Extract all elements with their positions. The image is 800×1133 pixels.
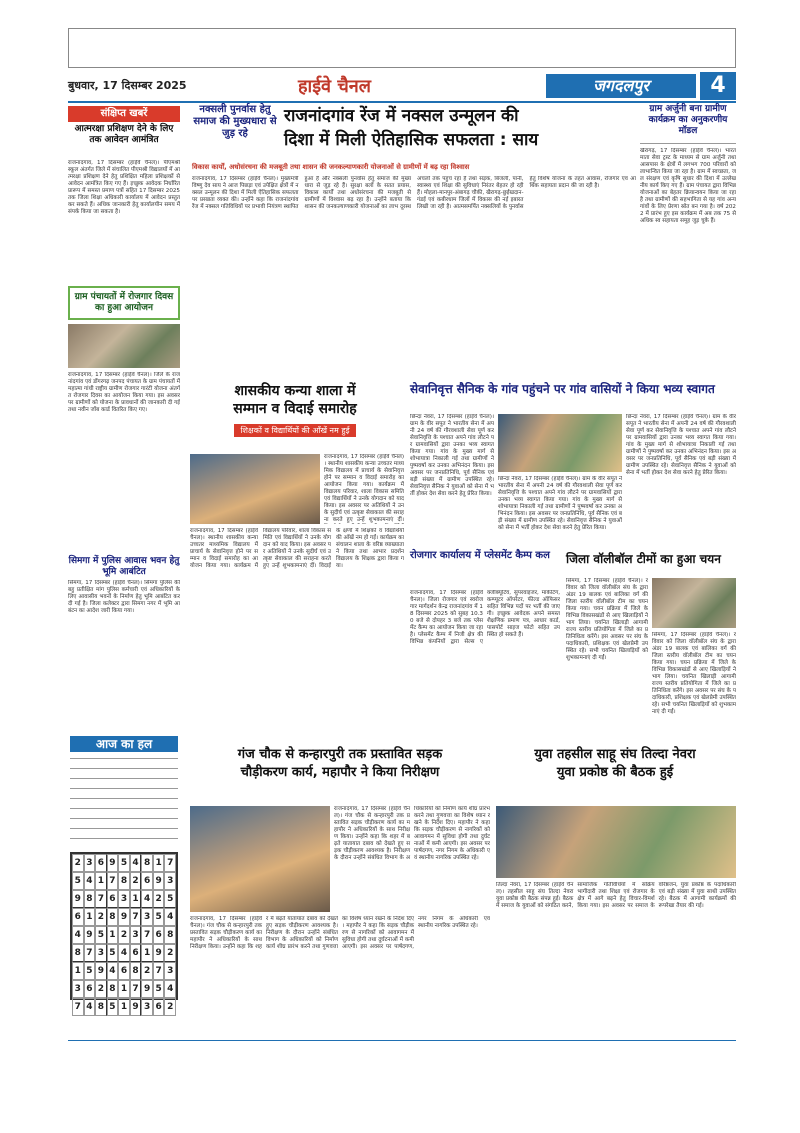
footer-rule [68, 1040, 736, 1041]
sudoku-cell: 1 [118, 998, 130, 1016]
sudoku-cell: 3 [72, 980, 84, 998]
sudoku-cell: 1 [118, 980, 130, 998]
crossword-grid [70, 756, 178, 848]
sudoku-cell: 7 [153, 962, 165, 980]
sudoku-cell: 6 [107, 890, 119, 908]
story1-body: राजनांदगांव, 17 दिसम्बर (हाईवे चैनल)। पीएमश्री स्कूल अंतर्गत जिले में संचालित पीएमश्री विद्यालयों में आत्मरक्षा प्रशिक्षण देने हेतु प्रशिक्षित महिला प्रशिक्षकों से आवेदन आमंत्रित किए गए हैं। इच्छुक आवेदक निर्धारित प्रारूप में समस्त प्रमाण पत्रों सहित 17 दिसम्बर 2025 तक जिला शिक्षा अधिकारी कार्यालय में आवेदन प्रस्तुत कर सकते हैं। अधिक जानकारी हेतु कार्यालयीन समय में संपर्क किया जा सकता है। [68, 160, 180, 215]
sudoku-cell: 4 [164, 908, 176, 926]
sudoku-cell: 8 [84, 890, 96, 908]
sudoku-cell: 2 [141, 962, 153, 980]
story2-title-box [68, 286, 180, 320]
sudoku-cell: 7 [141, 926, 153, 944]
road-body: राजनांदगांव, 17 दिसम्बर (हाईवे चैनल)। गंज चौक से कन्हारपुरी तक प्रस्तावित सड़क चौड़ीकरण कार्य का महापौर ने अधिकारियों के साथ निरीक्षण किया। उन्होंने कहा कि शहर में बढ़ते यातायात दबाव को देखते हुए सड़क चौड़ीकरण आवश्यक है। निरीक्षण के दौरान उन्होंने संबंधित विभाग के अधिकारियों को निर्माण कार्य शीघ्र प्रारंभ करने तथा गुणवत्ता का विशेष ध्यान रखने के निर्देश दिए। महापौर ने कहा कि सड़क चौड़ीकरण से नागरिकों को आवागमन में सुविधा होगी तथा दुर्घटनाओं में कमी आएगी। इस अवसर पर पार्षदगण, नगर निगम के अधिकारी एवं स्थानीय नागरिक उपस्थित रहे। [190, 916, 490, 950]
sudoku-cell: 7 [130, 908, 142, 926]
sudoku-cell: 8 [107, 980, 119, 998]
sudoku-cell: 3 [141, 998, 153, 1016]
sudoku-cell: 7 [95, 890, 107, 908]
youth-headline-block [494, 746, 736, 802]
sudoku-cell: 6 [84, 980, 96, 998]
sudoku-cell: 9 [130, 998, 142, 1016]
volley-body-right: सिमगा, 17 दिसम्बर (हाईवे चैनल)। रविवार को जिला वॉलीबॉल संघ के द्वारा अंडर 19 बालक एवं बालिका वर्ग की जिला स्तरीय वॉलीबॉल टीम का चयन किया गया। चयन प्रक्रिया में जिले के विभिन्न विकासखंडों से आए खिलाड़ियों ने भाग लिया। चयनित खिलाड़ी आगामी राज्य स्तरीय प्रतियोगिता में जिले का प्रतिनिधित्व करेंगे। इस अवसर पर संघ के पदाधिकारी, प्रशिक्षक एवं खेलप्रेमी उपस्थित रहे। सभी चयनित खिलाड़ियों को शुभकामनाएं दी गईं। [652, 632, 736, 715]
brief-news-header: संक्षिप्त खबरें [68, 106, 180, 122]
sudoku-cell: 7 [107, 872, 119, 890]
sudoku-solution [70, 852, 178, 1012]
top-ad-space [68, 28, 736, 68]
story3-body: सिमगा, 17 दिसम्बर (हाईवे चैनल)। सिमगा पुलिस की बहु प्रतीक्षित मांग पुलिस कर्मचारी एवं अधिकारियों के लिए आवासीय भवनों के निर्माण हेतु भूमि आबंटित कर दी गई है। जिला कलेक्टर द्वारा सिमगा नगर में भूमि आबंटन का आदेश जारी किया गया। [68, 580, 180, 614]
sudoku-cell: 8 [164, 926, 176, 944]
sudoku-cell: 3 [141, 908, 153, 926]
army-headline: सेवानिवृत्त सैनिक के गांव पहुंचने पर गांव वासियों ने किया भव्य स्वागत [410, 382, 715, 396]
sudoku-cell: 1 [95, 872, 107, 890]
school-body: राजनांदगांव, 17 दिसम्बर (हाईवे चैनल)। स्थानीय शासकीय कन्या उच्चतर माध्यमिक विद्यालय में प्राचार्य के सेवानिवृत्त होने पर सम्मान व विदाई समारोह का आयोजन किया गया। कार्यक्रम में विद्यालय परिवार, शाला विकास समिति एवं विद्यार्थियों ने उनके योगदान को याद किया। इस अवसर पर अतिथियों ने उनके सुदीर्घ एवं उत्कृष्ट सेवाकाल की सराहना करते हुए उन्हें शुभकामनाएं दीं। विदाई के क्षणों में शिक्षकों व विद्यार्थियों की आँखें नम हो गईं। कार्यक्रम का संचालन शाला के वरिष्ठ व्याख्याता ने किया तथा आभार प्रदर्शन विद्यालय के शिक्षक द्वारा किया गया। [190, 528, 404, 569]
youth-photo [496, 806, 736, 878]
sudoku-cell: 4 [107, 962, 119, 980]
sudoku-cell: 5 [164, 890, 176, 908]
story2-title: ग्राम पंचायतों में रोजगार दिवस का हुआ आयोजन [74, 292, 174, 313]
sudoku-cell: 4 [130, 854, 142, 872]
sudoku-cell: 2 [95, 908, 107, 926]
volley-headline: जिला वॉलीबॉल टीमों का हुआ चयन [566, 552, 721, 566]
placement-body: राजनांदगांव, 17 दिसम्बर (हाईवे चैनल)। जिला रोजगार एवं स्वरोजगार मार्गदर्शन केन्द्र राजनांदगांव में 18 दिसम्बर 2025 को सुबह 10.30 बजे से दोपहर 3 बजे तक प्लेसमेंट कैम्प का आयोजन किया जा रहा है। प्लेसमेंट कैम्प में निजी क्षेत्र की विभिन्न कंपनियों द्वारा सेल्स एक्जीक्यूटिव, सुपरवाइजर, मार्केटिंग, कम्प्यूटर ऑपरेटर, फील्ड ऑफिसर सहित विभिन्न पदों पर भर्ती की जाएगी। इच्छुक आवेदक अपने समस्त शैक्षणिक प्रमाण पत्र, आधार कार्ड, पासपोर्ट साइज फोटो सहित उपस्थित हो सकते हैं। [410, 590, 560, 645]
sudoku-cell: 3 [84, 854, 96, 872]
sudoku-cell: 2 [72, 854, 84, 872]
sudoku-cell: 9 [107, 854, 119, 872]
sudoku-cell: 8 [95, 998, 107, 1016]
school-headline-1: शासकीय कन्या शाला में [234, 383, 356, 399]
story3-title: सिमगा में पुलिस आवास भवन हेतु भूमि आबंटित [68, 556, 180, 577]
right-story-title: ग्राम अर्जुनी बना ग्रामीण कार्यक्रम का अनुकरणीय मॉडल [640, 104, 736, 144]
sudoku-cell: 5 [95, 926, 107, 944]
army-body-left: छिन्दा नेवरा, 17 दिसम्बर (हाईवे चैनल)। ग्राम के वीर सपूत ने भारतीय सेना में अपनी 24 वर्ष की गौरवशाली सेवा पूर्ण कर सेवानिवृत्ति के पश्चात अपने गांव लौटने पर ग्रामवासियों द्वारा उनका भव्य स्वागत किया गया। गांव के मुख्य मार्ग से शोभायात्रा निकाली गई तथा ग्रामीणों ने पुष्पवर्षा कर उनका अभिनंदन किया। इस अवसर पर जनप्रतिनिधि, पूर्व सैनिक एवं बड़ी संख्या में ग्रामीण उपस्थित रहे। सेवानिवृत्त सैनिक ने युवाओं को सेना में भर्ती होकर देश सेवा करने हेतु प्रेरित किया। [410, 414, 494, 497]
masthead-rule [68, 101, 736, 103]
placement-headline: रोजगार कार्यालय में प्लेसमेंट कैम्प कल [410, 550, 550, 561]
school-headline-2: सम्मान व विदाई समारोह [233, 401, 357, 417]
army-body-mid: छिन्दा नेवरा, 17 दिसम्बर (हाईवे चैनल)। ग्राम के वीर सपूत ने भारतीय सेना में अपनी 24 वर्ष की गौरवशाली सेवा पूर्ण कर सेवानिवृत्ति के पश्चात अपने गांव लौटने पर ग्रामवासियों द्वारा उनका भव्य स्वागत किया गया। गांव के मुख्य मार्ग से शोभायात्रा निकाली गई तथा ग्रामीणों ने पुष्पवर्षा कर उनका अभिनंदन किया। इस अवसर पर जनप्रतिनिधि, पूर्व सैनिक एवं बड़ी संख्या में ग्रामीण उपस्थित रहे। सेवानिवृत्त सैनिक ने युवाओं को सेना में भर्ती होकर देश सेवा करने हेतु प्रेरित किया। [498, 476, 622, 531]
sudoku-cell: 9 [118, 908, 130, 926]
school-headline-block [190, 382, 400, 450]
sudoku-cell: 8 [130, 962, 142, 980]
sudoku-cell: 2 [130, 872, 142, 890]
volley-photo [652, 578, 736, 628]
sudoku-cell: 9 [72, 890, 84, 908]
issue-date: बुधवार, 17 दिसम्बर 2025 [68, 79, 187, 92]
road-headline-1: गंज चौक से कन्हारपुरी तक प्रस्तावित सड़क [237, 747, 443, 762]
sudoku-cell: 5 [118, 854, 130, 872]
sudoku-cell: 7 [130, 980, 142, 998]
sudoku-cell: 4 [84, 872, 96, 890]
sudoku-cell: 6 [118, 962, 130, 980]
sudoku-cell: 1 [141, 944, 153, 962]
sudoku-cell: 5 [153, 980, 165, 998]
top-subhead: विकास कार्यों, अधोसंरचना की मजबूती तथा शासन की जनकल्याणकारी योजनाओं से ग्रामीणों में बढ़ रहा विश्वास [192, 163, 470, 171]
sudoku-cell: 6 [153, 926, 165, 944]
sudoku-cell: 3 [95, 944, 107, 962]
road-photo [190, 806, 330, 912]
sudoku-cell: 4 [164, 980, 176, 998]
school-body-top: राजनांदगांव, 17 दिसम्बर (हाईवे चैनल)। स्थानीय शासकीय कन्या उच्चतर माध्यमिक विद्यालय में प्राचार्य के सेवानिवृत्त होने पर सम्मान व विदाई समारोह का आयोजन किया गया। कार्यक्रम में विद्यालय परिवार, शाला विकास समिति एवं विद्यार्थियों ने उनके योगदान को याद किया। इस अवसर पर अतिथियों ने उनके सुदीर्घ एवं उत्कृष्ट सेवाकाल की सराहना करते हुए उन्हें शुभकामनाएं दीं। [324, 454, 404, 523]
sudoku-cell: 4 [84, 998, 96, 1016]
sudoku-cell: 7 [72, 998, 84, 1016]
youth-headline-1: युवा तहसील साहू संघ तिल्दा नेवरा [534, 747, 696, 762]
youth-body: तिल्दा नेवरा, 17 दिसम्बर (हाईवे चैनल)। तहसील साहू संघ तिल्दा नेवरा युवा प्रकोष्ठ की बैठक संपन्न हुई। बैठक में समाज के युवाओं को संगठित करने, सामाजिक गतिविधियों में सक्रिय भागीदारी तथा शिक्षा एवं रोजगार के क्षेत्र में आगे बढ़ने हेतु विचार-विमर्श किया गया। इस अवसर पर समाज के वरिष्ठजन, युवा प्रकोष्ठ के पदाधिकारी एवं बड़ी संख्या में युवा साथी उपस्थित रहे। बैठक में आगामी कार्यक्रमों की रूपरेखा तैयार की गई। [496, 882, 736, 909]
sudoku-cell: 8 [72, 944, 84, 962]
sudoku-cell: 5 [84, 962, 96, 980]
youth-headline-2: युवा प्रकोष्ठ की बैठक हुई [556, 765, 674, 780]
top-headline-1: राजनांदगांव रेंज में नक्सल उन्मूलन की [284, 106, 519, 126]
sudoku-cell: 1 [130, 890, 142, 908]
sudoku-cell: 8 [118, 872, 130, 890]
sudoku-cell: 2 [164, 944, 176, 962]
sudoku-cell: 3 [164, 962, 176, 980]
sudoku-cell: 5 [153, 908, 165, 926]
sudoku-cell: 6 [72, 908, 84, 926]
rozgar-photo [68, 324, 180, 368]
army-body-right: छिन्दा नेवरा, 17 दिसम्बर (हाईवे चैनल)। ग्राम के वीर सपूत ने भारतीय सेना में अपनी 24 वर्ष की गौरवशाली सेवा पूर्ण कर सेवानिवृत्ति के पश्चात अपने गांव लौटने पर ग्रामवासियों द्वारा उनका भव्य स्वागत किया गया। गांव के मुख्य मार्ग से शोभायात्रा निकाली गई तथा ग्रामीणों ने पुष्पवर्षा कर उनका अभिनंदन किया। इस अवसर पर जनप्रतिनिधि, पूर्व सैनिक एवं बड़ी संख्या में ग्रामीण उपस्थित रहे। सेवानिवृत्त सैनिक ने युवाओं को सेना में भर्ती होकर देश सेवा करने हेतु प्रेरित किया। [626, 414, 736, 476]
sudoku-cell: 9 [153, 944, 165, 962]
sudoku-cell: 5 [72, 872, 84, 890]
sudoku-cell: 4 [141, 890, 153, 908]
sudoku-cell: 2 [153, 890, 165, 908]
right-story-body: खैरागढ़, 17 दिसम्बर (हाईवे चैनल)। भारत माता सेवा ट्रस्ट के माध्यम से ग्राम अर्जुनी तथा आसपास के क्षेत्रों में लगभग 700 परिवारों को लाभान्वित किया जा रहा है। ग्राम में स्वच्छता, जल संरक्षण एवं कृषि सुधार की दिशा में उल्लेखनीय कार्य किए गए हैं। ग्राम पंचायत द्वारा विभिन्न योजनाओं का बेहतर क्रियान्वयन किया जा रहा है तथा ग्रामीणों की सहभागिता से यह गांव अन्य गांवों के लिए प्रेरणा स्रोत बन गया है। वर्ष 2022 में प्रारंभ हुए इस कार्यक्रम में अब तक 75 से अधिक स्व सहायता समूह जुड़ चुके हैं। [640, 148, 736, 224]
sudoku-cell: 5 [107, 944, 119, 962]
sudoku-cell: 6 [141, 872, 153, 890]
sudoku-cell: 9 [95, 962, 107, 980]
sudoku-cell: 7 [84, 944, 96, 962]
sudoku-cell: 8 [107, 908, 119, 926]
road-headline-block [190, 746, 490, 802]
masthead [68, 72, 736, 100]
sudoku-cell: 9 [84, 926, 96, 944]
sudoku-cell: 7 [164, 854, 176, 872]
city-edition: जगदलपुर [546, 74, 696, 98]
sudoku-cell: 4 [118, 944, 130, 962]
sudoku-cell: 2 [95, 980, 107, 998]
sudoku-cell: 1 [107, 926, 119, 944]
sudoku-cell: 6 [153, 998, 165, 1016]
sudoku-cell: 6 [130, 944, 142, 962]
sudoku-cell: 3 [130, 926, 142, 944]
story2-body: राजनांदगांव, 17 दिसम्बर (हाईवे चैनल)। जिले के राजनांदगांव एवं डोंगरगढ़ जनपद पंचायत के ग्राम पंचायतों में महात्मा गांधी राष्ट्रीय ग्रामीण रोजगार गारंटी योजना अंतर्गत रोजगार दिवस का आयोजन किया गया। इस अवसर पर ग्रामीणों को योजना के प्रावधानों की जानकारी दी गई तथा नवीन जॉब कार्ड वितरित किए गए। [68, 372, 180, 413]
top-headline-2: दिशा में मिली ऐतिहासिक सफलता : साय [284, 130, 539, 150]
top-kicker: नक्सली पुनर्वास हेतु समाज की मुख्यधारा से जुड़ रहे [193, 104, 277, 139]
sudoku-cell: 2 [118, 926, 130, 944]
volley-body-left: सिमगा, 17 दिसम्बर (हाईवे चैनल)। रविवार को जिला वॉलीबॉल संघ के द्वारा अंडर 19 बालक एवं बालिका वर्ग की जिला स्तरीय वॉलीबॉल टीम का चयन किया गया। चयन प्रक्रिया में जिले के विभिन्न विकासखंडों से आए खिलाड़ियों ने भाग लिया। चयनित खिलाड़ी आगामी राज्य स्तरीय प्रतियोगिता में जिले का प्रतिनिधित्व करेंगे। इस अवसर पर संघ के पदाधिकारी, प्रशिक्षक एवं खेलप्रेमी उपस्थित रहे। सभी चयनित खिलाड़ियों को शुभकामनाएं दी गईं। [566, 578, 648, 661]
page-number: 4 [700, 72, 736, 100]
sudoku-cell: 9 [141, 980, 153, 998]
sudoku-cell: 5 [107, 998, 119, 1016]
sudoku-cell: 8 [141, 854, 153, 872]
sudoku-cell: 3 [118, 890, 130, 908]
sudoku-cell: 6 [95, 854, 107, 872]
army-photo [498, 414, 622, 472]
road-headline-2: चौड़ीकरण कार्य, महापौर ने किया निरीक्षण [240, 765, 440, 780]
sudoku-cell: 4 [72, 926, 84, 944]
school-subhead: शिक्षकों व विद्यार्थियों की आँखें नम हुई [234, 424, 355, 437]
sudoku-cell: 9 [153, 872, 165, 890]
road-body-top: राजनांदगांव, 17 दिसम्बर (हाईवे चैनल)। गंज चौक से कन्हारपुरी तक प्रस्तावित सड़क चौड़ीकरण कार्य का महापौर ने अधिकारियों के साथ निरीक्षण किया। उन्होंने कहा कि शहर में बढ़ते यातायात दबाव को देखते हुए सड़क चौड़ीकरण आवश्यक है। निरीक्षण के दौरान उन्होंने संबंधित विभाग के अधिकारियों को निर्माण कार्य शीघ्र प्रारंभ करने तथा गुणवत्ता का विशेष ध्यान रखने के निर्देश दिए। महापौर ने कहा कि सड़क चौड़ीकरण से नागरिकों को आवागमन में सुविधा होगी तथा दुर्घटनाओं में कमी आएगी। इस अवसर पर पार्षदगण, नगर निगम के अधिकारी एवं स्थानीय नागरिक उपस्थित रहे। [334, 806, 490, 861]
sudoku-cell: 1 [153, 854, 165, 872]
school-photo [190, 454, 320, 524]
top-story-body: राजनांदगांव, 17 दिसम्बर (हाईवे चैनल)। मुख्यमंत्री विष्णु देव साय ने आज पिछड़ा एवं उपेक्षित क्षेत्रों में नक्सल उन्मूलन की दिशा में मिली ऐतिहासिक सफलता पर प्रसन्नता व्यक्त की। उन्होंने कहा कि राजनांदगांव रेंज में नक्सल गतिविधियों पर प्रभावी नियंत्रण स्थापित हुआ है और नक्सली पुनर्वास हेतु समाज की मुख्यधारा से जुड़ रहे हैं। सुरक्षा बलों के सतत प्रयास, विकास कार्यों तथा अधोसंरचना की मजबूती से ग्रामीणों में विश्वास बढ़ रहा है। उन्होंने बताया कि शासन की जनकल्याणकारी योजनाओं का लाभ दूरस्थ अंचलों तक पहुंच रहा है तथा सड़क, बिजली, पानी, स्वास्थ्य एवं शिक्षा की सुविधाएं निरंतर बेहतर हो रही हैं। मोहला-मानपुर-अंबागढ़ चौकी, खैरागढ़-छुईखदान-गंडई एवं कबीरधाम जिलों में विकास की नई इबारत लिखी जा रही है। आत्मसमर्पित नक्सलियों के पुनर्वास हेतु विशेष योजना के तहत आवास, रोजगार एवं आर्थिक सहायता प्रदान की जा रही है। [192, 176, 636, 210]
paper-name: हाईवे चैनल [298, 76, 371, 97]
sudoku-cell: 1 [72, 962, 84, 980]
story1-title: आत्मरक्षा प्रशिक्षण देने के लिए तक आवेदन आमंत्रित [74, 124, 174, 145]
sudoku-cell: 3 [164, 872, 176, 890]
puzzle-header: आज का हल [70, 736, 178, 752]
sudoku-cell: 2 [164, 998, 176, 1016]
sudoku-cell: 1 [84, 908, 96, 926]
